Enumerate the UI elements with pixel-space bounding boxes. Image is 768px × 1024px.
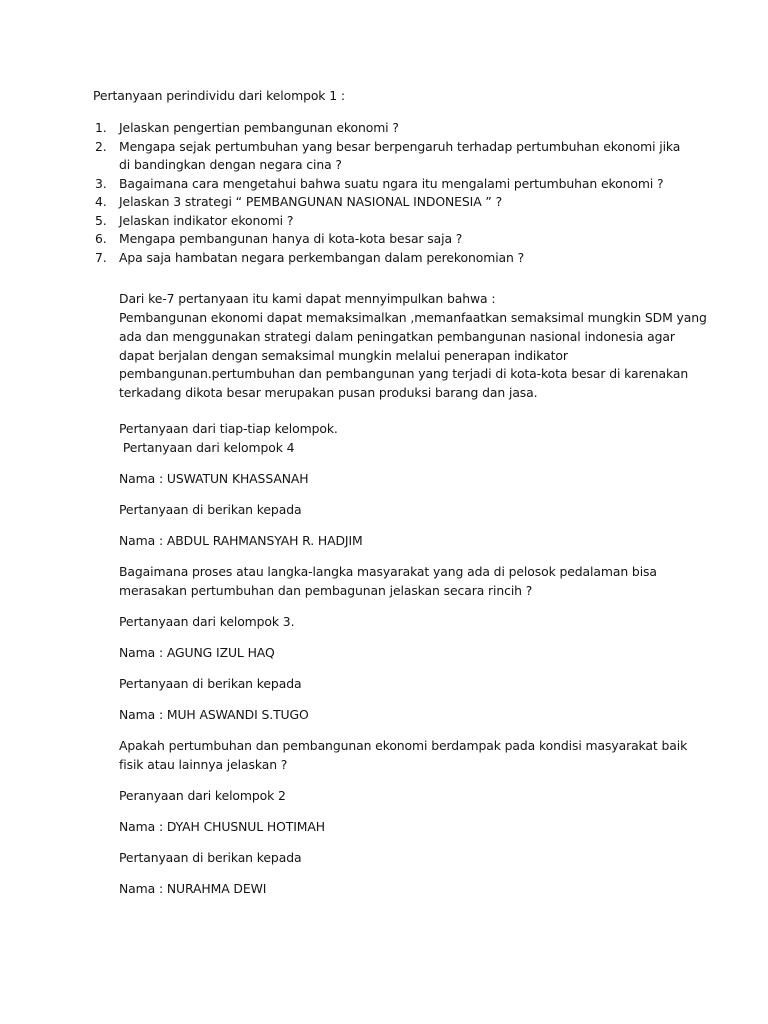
summary-line: ada dan menggunakan strategi dalam peningatkan pembangunan nasional indonesia agar [119, 329, 675, 344]
question-number: 2. [95, 138, 107, 154]
group4-from-name: Nama : USWATUN KHASSANAH [119, 471, 309, 486]
question-number: 3. [95, 175, 107, 191]
list-item [93, 212, 693, 231]
question-text: Bagaimana cara mengetahui bahwa suatu ngara itu mengalami pertumbuhan ekonomi ? [119, 175, 664, 191]
group3-given-to-label: Pertanyaan di berikan kepada [119, 676, 302, 691]
question-number: 4. [95, 194, 107, 209]
question-number: 7. [95, 249, 107, 265]
group2-from-name: Nama : DYAH CHUSNUL HOTIMAH [119, 819, 325, 834]
question-number: 6. [95, 231, 107, 246]
group3-to-name: Nama : MUH ASWANDI S.TUGO [119, 707, 309, 722]
group2-to-name: Nama : NURAHMA DEWI [119, 881, 267, 896]
summary-line: Pembangunan ekonomi dapat memaksimalkan ,memanfaatkan semaksimal mungkin SDM yang [119, 310, 707, 325]
question-text: Mengapa sejak pertumbuhan yang besar berpengaruh terhadap pertumbuhan ekonomi jika di bandingkan dengan negara cina ? [119, 138, 681, 172]
question-number: 5. [95, 212, 107, 228]
group2-given-to-label: Pertanyaan di berikan kepada [119, 850, 302, 865]
group4-to-name: Nama : ABDUL RAHMANSYAH R. HADJIM [119, 533, 363, 548]
group3-question-line: Apakah pertumbuhan dan pembangunan ekonomi berdampak pada kondisi masyarakat baik [119, 738, 688, 753]
list-item [93, 193, 693, 212]
summary-line: dapat berjalan dengan semaksimal mungkin melalui penerapan indikator [119, 348, 568, 363]
question-text: Jelaskan 3 strategi “ PEMBANGUNAN NASIONAL INDONESIA ” ? [119, 194, 503, 209]
group4-given-to-label: Pertanyaan di berikan kepada [119, 502, 302, 517]
list-item [93, 138, 693, 175]
list-item [93, 175, 693, 194]
group2-title: Peranyaan dari kelompok 2 [119, 788, 286, 803]
summary-line: terkadang dikota besar merupakan pusan produksi barang dan jasa. [119, 385, 538, 400]
group3-title: Pertanyaan dari kelompok 3. [119, 614, 295, 629]
summary-line: pembangunan.pertumbuhan dan pembangunan yang terjadi di kota-kota besar di karenakan [119, 366, 689, 381]
question-list [93, 119, 693, 267]
group4-title: Pertanyaan dari kelompok 4 [119, 440, 295, 455]
summary-intro: Dari ke-7 pertanyaan itu kami dapat mennyimpulkan bahwa : [119, 291, 496, 306]
question-text: Apa saja hambatan negara perkembangan dalam perekonomian ? [119, 249, 525, 265]
document-heading: Pertanyaan perindividu dari kelompok 1 : [93, 88, 345, 103]
question-text: Jelaskan pengertian pembangunan ekonomi ? [119, 120, 399, 135]
list-item [93, 249, 693, 268]
question-text: Mengapa pembangunan hanya di kota-kota besar saja ? [119, 231, 463, 246]
question-number: 1. [95, 120, 107, 135]
question-text: Jelaskan indikator ekonomi ? [119, 212, 294, 228]
section-title: Pertanyaan dari tiap-tiap kelompok. [119, 421, 338, 436]
group4-question-line: merasakan pertumbuhan dan pembagunan jelaskan secara rincih ? [119, 583, 533, 598]
group3-from-name: Nama : AGUNG IZUL HAQ [119, 645, 275, 660]
group4-question-line: Bagaimana proses atau langka-langka masyarakat yang ada di pelosok pedalaman bisa [119, 564, 657, 579]
list-item [93, 119, 693, 138]
list-item [93, 230, 693, 249]
group3-question-line: fisik atau lainnya jelaskan ? [119, 757, 288, 772]
